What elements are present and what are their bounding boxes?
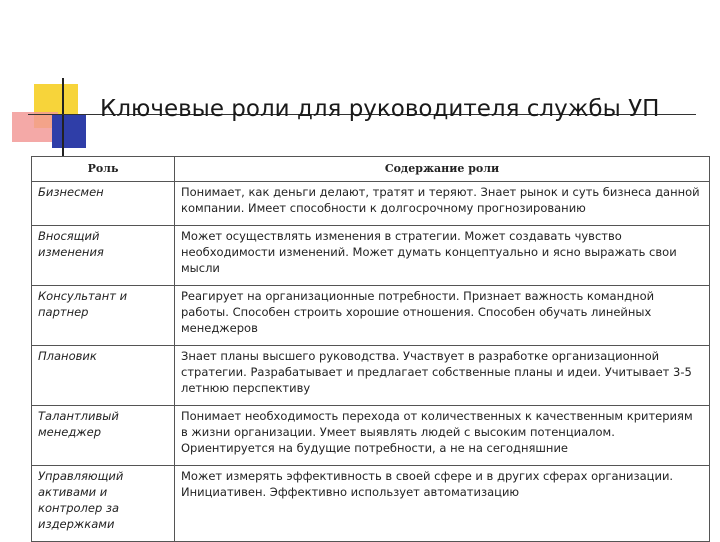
table-row (32, 226, 710, 286)
role-cell: Талантливый менеджер (32, 406, 175, 466)
role-cell: Бизнесмен (32, 182, 175, 226)
role-cell: Плановик (32, 346, 175, 406)
content-cell: Понимает необходимость перехода от количественных к качественным критериям в жизни организации. Умеет выявлять людей с высоким потенциалом. Ориентируется на будущие потребности, а не на сегодняшние (175, 406, 710, 466)
table-row (32, 406, 710, 466)
table-row (32, 346, 710, 406)
table-header-row (32, 157, 710, 182)
content-cell: Может измерять эффективность в своей сфере и в других сферах организации. Инициативен. Эффективно использует автоматизацию (175, 466, 710, 542)
content-cell: Реагирует на организационные потребности. Признает важность командной работы. Способен строить хорошие отношения. Способен обучать линейных менеджеров (175, 286, 710, 346)
roles-table (31, 156, 710, 542)
header-role: Роль (32, 157, 175, 182)
role-cell: Консультант и партнер (32, 286, 175, 346)
content-cell: Знает планы высшего руководства. Участвует в разработке организационной стратегии. Разрабатывает и предлагает собственные планы и идеи. Учитывает 3-5 летнюю перспективу (175, 346, 710, 406)
decor-blue-square (52, 114, 86, 148)
decor-vertical-line (62, 78, 64, 156)
content-cell: Может осуществлять изменения в стратегии. Может создавать чувство необходимости изменений. Может думать концептуально и ясно выражать свои мысли (175, 226, 710, 286)
header-content: Содержание роли (175, 157, 710, 182)
table-row (32, 466, 710, 542)
role-cell: Вносящий изменения (32, 226, 175, 286)
table-row (32, 286, 710, 346)
table-row (32, 182, 710, 226)
slide-title: Ключевые роли для руководителя службы УП (100, 96, 660, 122)
content-cell: Понимает, как деньги делают, тратят и теряют. Знает рынок и суть бизнеса данной компании. Имеет способности к долгосрочному прогнозированию (175, 182, 710, 226)
role-cell: Управляющий активами и контролер за издержками (32, 466, 175, 542)
